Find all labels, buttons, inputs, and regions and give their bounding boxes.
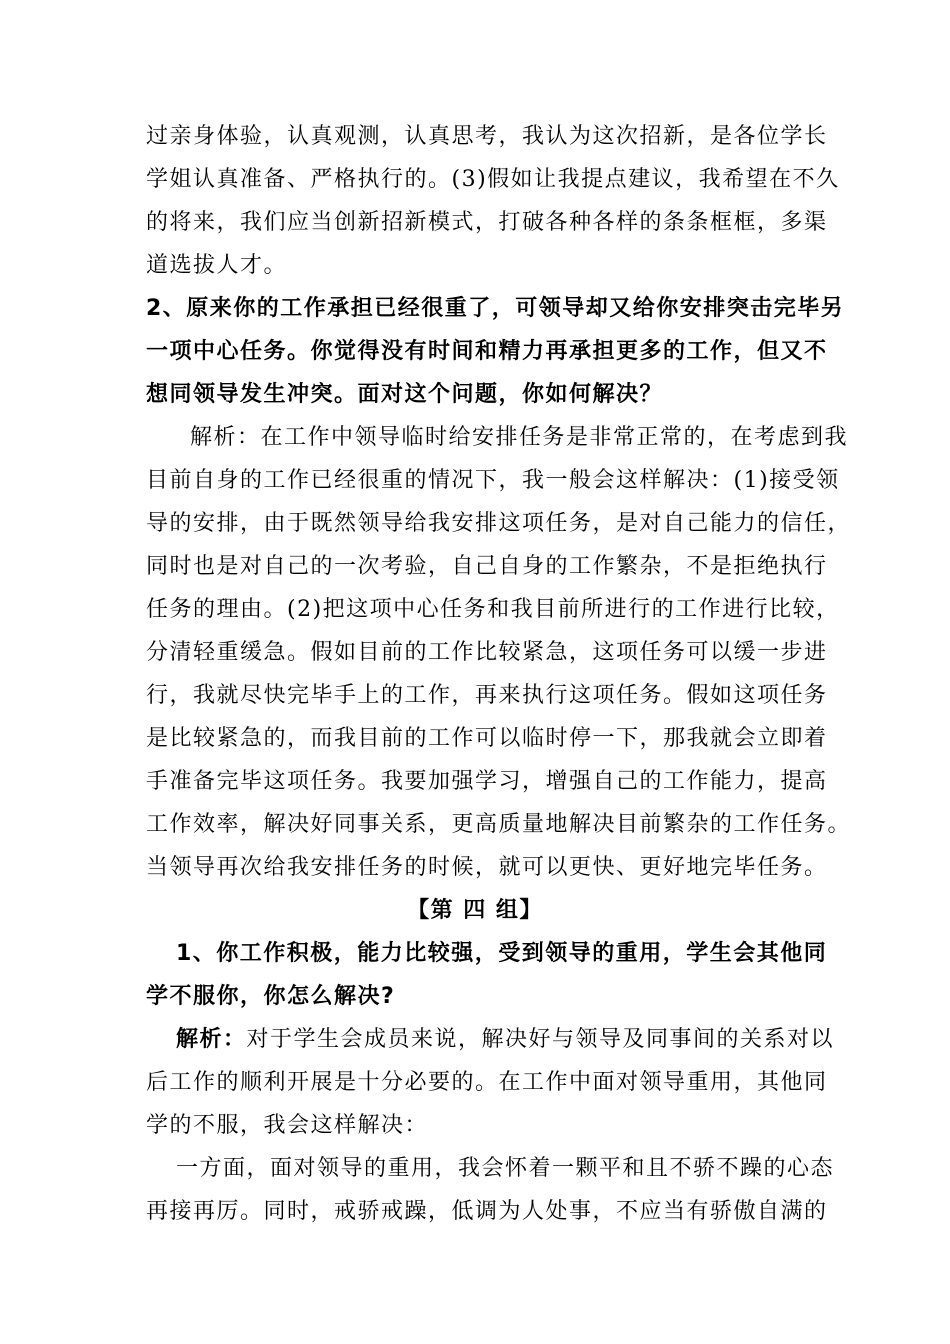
paragraph-line: 当领导再次给我安排任务的时候，就可以更快、更好地完毕任务。 [146, 855, 828, 880]
paragraph-line: 学姐认真准备、严格执行的。(3)假如让我提点建议，我希望在不久 [146, 167, 840, 192]
paragraph-line: 是比较紧急的，而我目前的工作可以临时停一下，那我就会立即着 [146, 726, 828, 751]
question-line: 想同领导发生冲突。面对这个问题，你如何解决？ [146, 382, 664, 407]
paragraph-line: 分清轻重缓急。假如目前的工作比较紧急，这项任务可以缓一步进 [146, 640, 828, 665]
paragraph-line: 导的安排，由于既然领导给我安排这项任务，是对自己能力的信任， [146, 511, 852, 536]
paragraph-line: 任务的理由。(2)把这项中心任务和我目前所进行的工作进行比较， [146, 597, 840, 622]
paragraph-line: 一方面，面对领导的重用，我会怀着一颗平和且不骄不躁的心态 [176, 1156, 835, 1181]
paragraph-line: 后工作的顺利开展是十分必要的。在工作中面对领导重用，其他同 [146, 1070, 828, 1095]
paragraph-line: 手准备完毕这项任务。我要加强学习，增强自己的工作能力，提高 [146, 769, 828, 794]
question-line: 1、你工作积极，能力比较强，受到领导的重用，学生会其他同 [176, 941, 828, 966]
analysis-label: 解析： [176, 1027, 247, 1052]
paragraph-line: 目前自身的工作已经很重的情况下，我一般会这样解决：(1)接受领 [146, 468, 840, 493]
paragraph-line: 工作效率，解决好同事关系，更高质量地解决目前繁杂的工作任务。 [146, 812, 852, 837]
paragraph-line: 的将来，我们应当创新招新模式，打破各种各样的条条框框，多渠 [146, 210, 828, 235]
paragraph-line: 同时也是对自己的一次考验，自己自身的工作繁杂，不是拒绝执行 [146, 554, 828, 579]
question-line: 学不服你，你怎么解决? [146, 984, 396, 1009]
paragraph-line: 行，我就尽快完毕手上的工作，再来执行这项任务。假如这项任务 [146, 683, 828, 708]
paragraph-line: 过亲身体验，认真观测，认真思考，我认为这次招新，是各位学长 [146, 124, 828, 149]
question-line: 一项中心任务。你觉得没有时间和精力再承担更多的工作，但又不 [146, 339, 828, 364]
analysis-text: 对于学生会成员来说，解决好与领导及同事间的关系对以 [246, 1027, 835, 1052]
section-heading: 【第 四 组】 [407, 898, 543, 923]
paragraph-line: 再接再厉。同时，戒骄戒躁，低调为人处事，不应当有骄傲自满的 [146, 1199, 828, 1224]
paragraph-line: 学的不服，我会这样解决： [146, 1113, 429, 1138]
question-line: 2、原来你的工作承担已经很重了，可领导却又给你安排突击完毕另 [146, 296, 845, 321]
paragraph-line: 道选拔人才。 [146, 253, 288, 278]
analysis-line [176, 1025, 834, 1055]
analysis-line: 解析：在工作中领导临时给安排任务是非常正常的，在考虑到我 [190, 425, 849, 450]
